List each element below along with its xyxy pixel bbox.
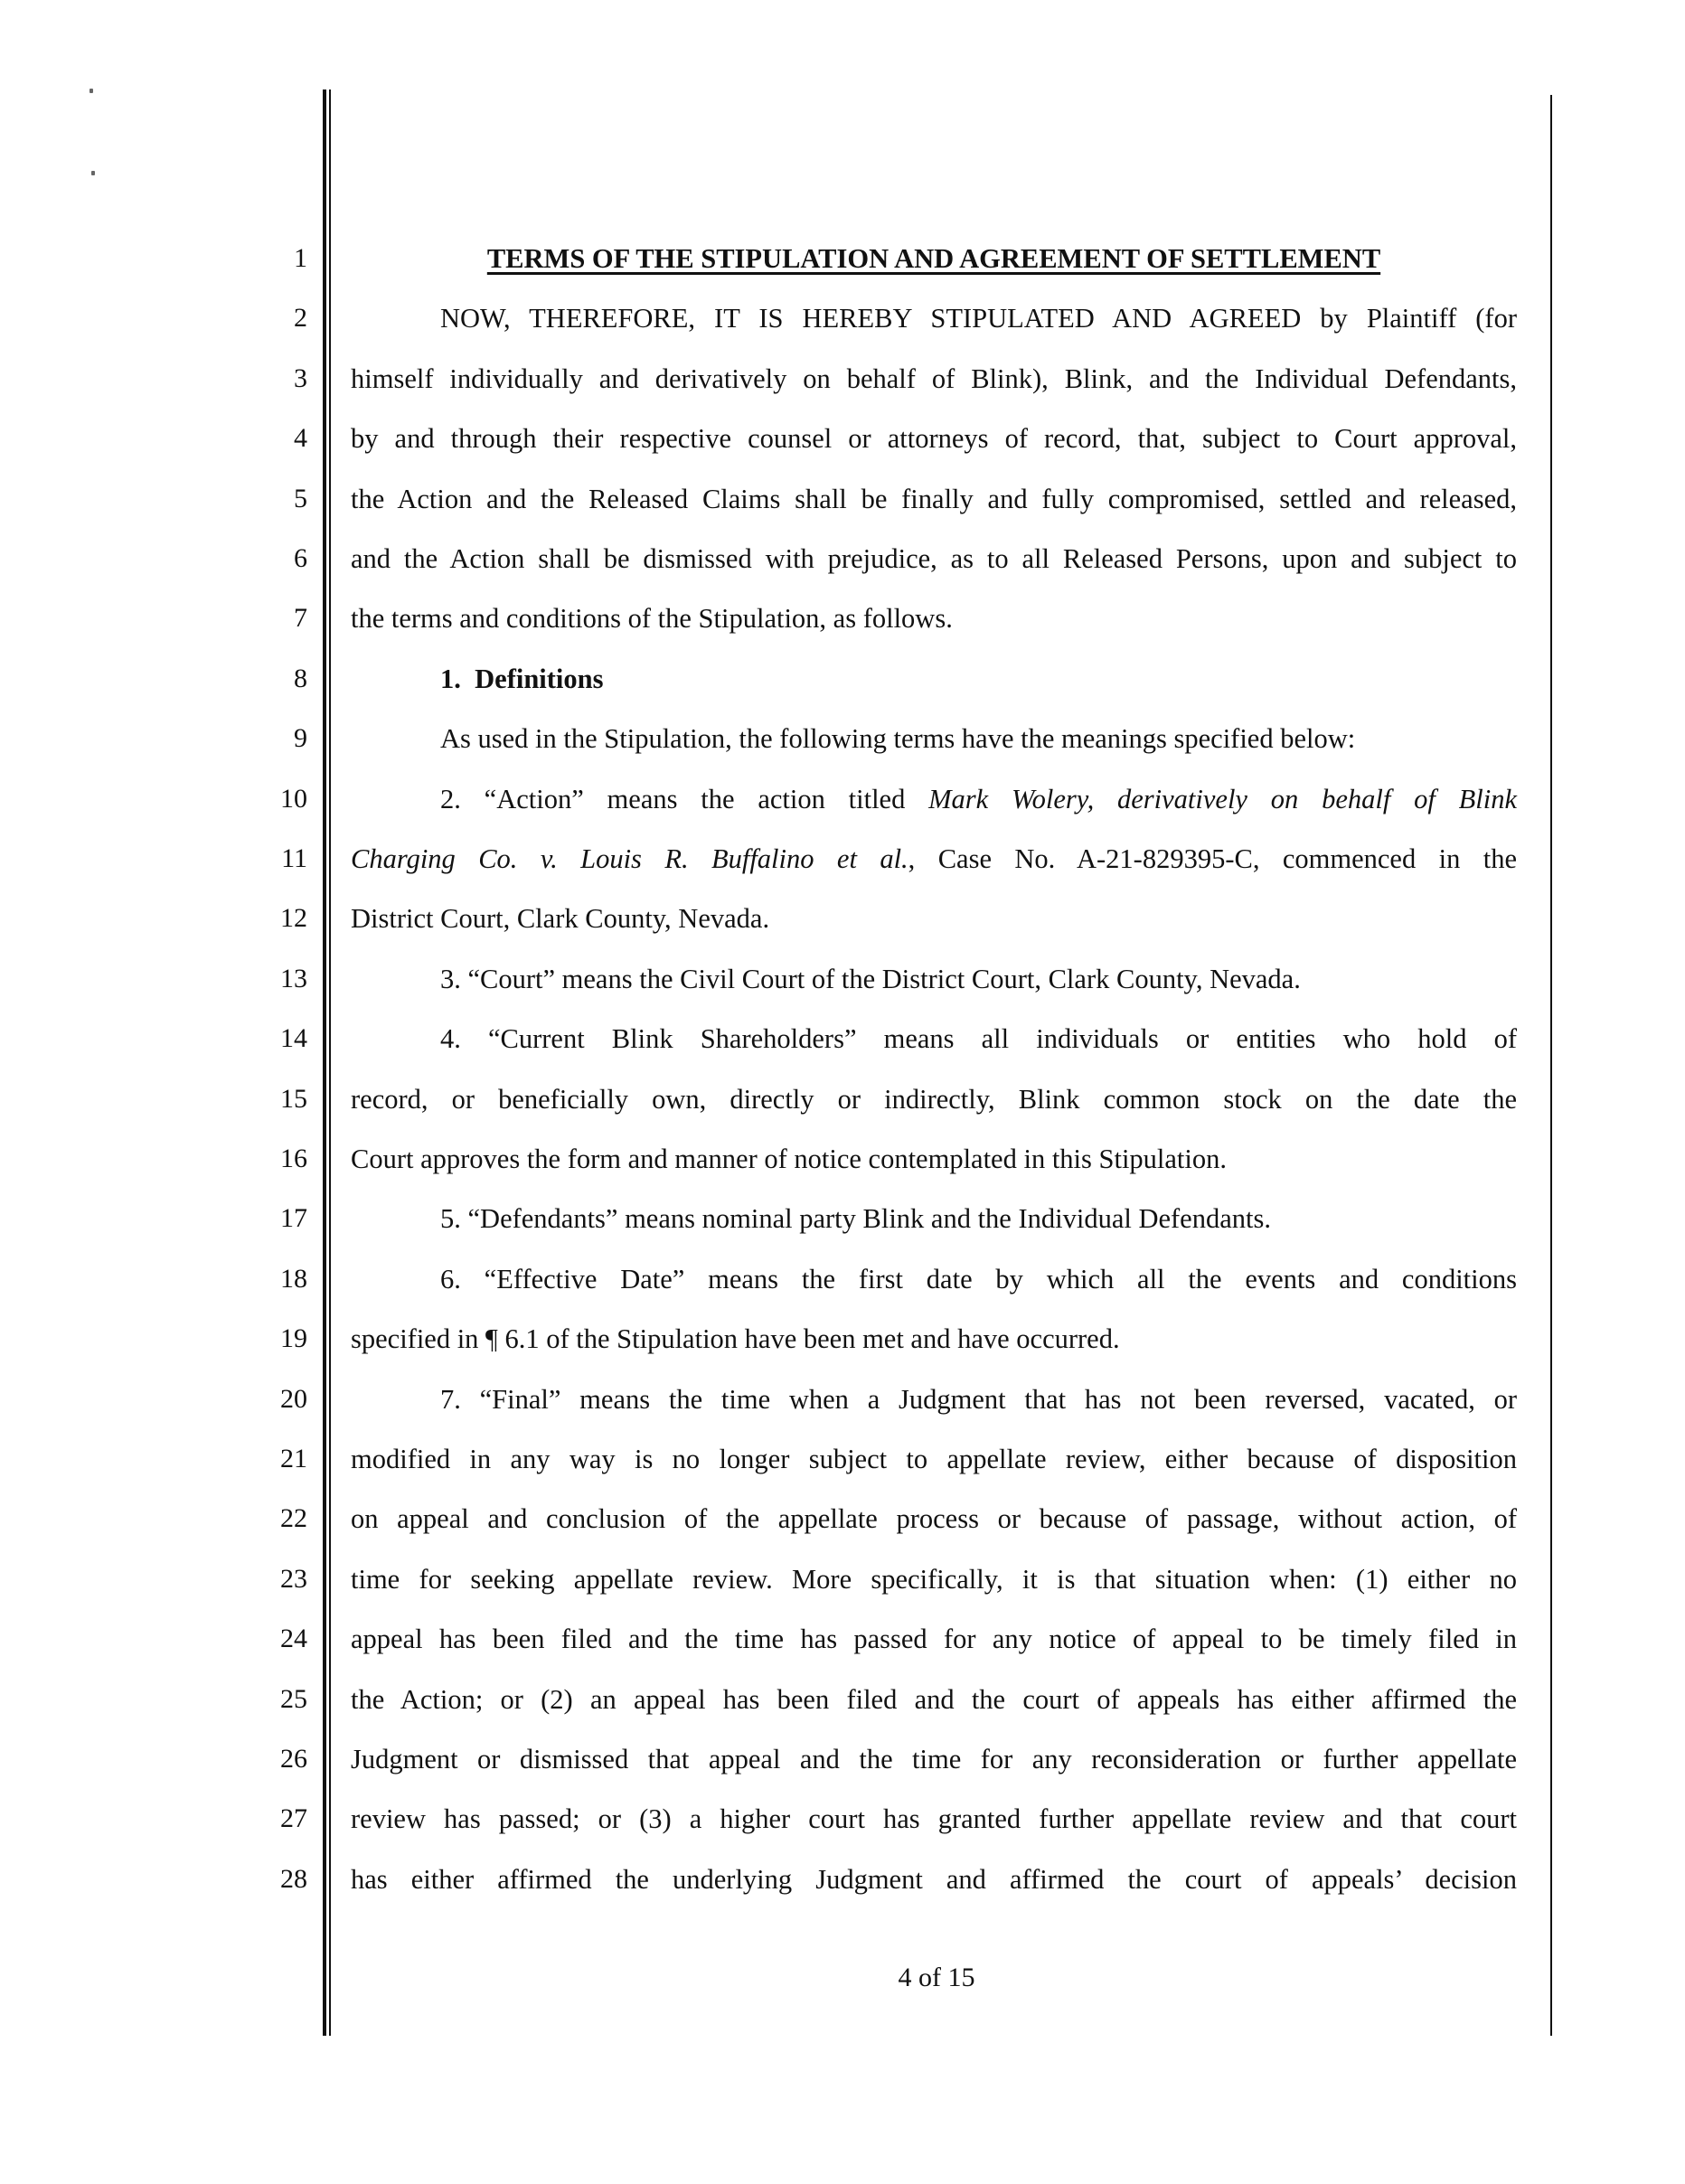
text-line: the Action and the Released Claims shall be finally and fully compromised, settled and released, xyxy=(351,484,1517,514)
line-number: 28 xyxy=(280,1864,307,1894)
heading-label: Definitions xyxy=(475,664,604,694)
scan-speck xyxy=(89,89,93,93)
text-line: record, or beneficially own, directly or indirectly, Blink common stock on the date the xyxy=(351,1084,1517,1115)
line-number: 14 xyxy=(280,1023,307,1053)
line-number: 22 xyxy=(280,1503,307,1533)
line-number: 20 xyxy=(280,1384,307,1414)
text-line: specified in ¶ 6.1 of the Stipulation have been met and have occurred. xyxy=(351,1323,1120,1354)
line-number: 19 xyxy=(280,1323,307,1353)
line-number: 7 xyxy=(294,603,307,633)
case-caption-italic: Mark Wolery, derivatively on behalf of Blink xyxy=(928,784,1517,814)
line-number: 4 xyxy=(294,423,307,453)
definition-court: 3. “Court” means the Civil Court of the District Court, Clark County, Nevada. xyxy=(440,964,1301,994)
line-number: 21 xyxy=(280,1444,307,1473)
scan-speck xyxy=(91,171,95,175)
text-line: District Court, Clark County, Nevada. xyxy=(351,903,770,934)
text-line: modified in any way is no longer subject to appellate review, either because of disposition xyxy=(351,1444,1517,1474)
text-line: time for seeking appellate review. More specifically, it is that situation when: (1) either no xyxy=(351,1564,1517,1595)
text-line: the terms and conditions of the Stipulation, as follows. xyxy=(351,603,953,634)
line-number: 18 xyxy=(280,1264,307,1294)
text-line xyxy=(351,829,1517,889)
line-number: 13 xyxy=(280,964,307,993)
left-margin-rule-outer xyxy=(323,89,326,2036)
line-number: 23 xyxy=(280,1564,307,1594)
text-line: and the Action shall be dismissed with prejudice, as to all Released Persons, upon and subject to xyxy=(351,543,1517,574)
case-caption-italic: Charging Co. v. Louis R. Buffalino et al. xyxy=(351,843,908,874)
line-number: 5 xyxy=(294,484,307,513)
line-number: 9 xyxy=(294,723,307,753)
text-line: review has passed; or (3) a higher court has granted further appellate review and that court xyxy=(351,1803,1517,1834)
text-span: , Case No. A-21-829395-C, commenced in the xyxy=(908,843,1517,874)
line-number: 3 xyxy=(294,363,307,393)
line-number: 8 xyxy=(294,664,307,693)
text-line: Court approves the form and manner of notice contemplated in this Stipulation. xyxy=(351,1144,1228,1174)
text-line: appeal has been filed and the time has passed for any notice of appeal to be timely filed in xyxy=(351,1624,1517,1654)
text-line: NOW, THEREFORE, IT IS HEREBY STIPULATED AND AGREED by Plaintiff (for xyxy=(440,303,1517,334)
line-number: 17 xyxy=(280,1203,307,1233)
section-title: TERMS OF THE STIPULATION AND AGREEMENT OF SETTLEMENT xyxy=(486,243,1381,274)
definition-current-shareholders: 4. “Current Blink Shareholders” means all individuals or entities who hold of xyxy=(440,1023,1517,1054)
line-number: 25 xyxy=(280,1684,307,1714)
right-margin-rule xyxy=(1550,95,1552,2036)
line-number: 15 xyxy=(280,1084,307,1114)
line-number: 12 xyxy=(280,903,307,933)
text-line: by and through their respective counsel or attorneys of record, that, subject to Court approval, xyxy=(351,423,1517,454)
line-number: 1 xyxy=(294,243,307,273)
text-line: has either affirmed the underlying Judgment and affirmed the court of appeals’ decision xyxy=(351,1864,1517,1895)
line-number: 2 xyxy=(294,303,307,333)
text-span: 2. “Action” means the action titled xyxy=(440,784,929,814)
page-number-footer: 4 of 15 xyxy=(898,1963,975,1992)
definition-final: 7. “Final” means the time when a Judgment that has not been reversed, vacated, or xyxy=(440,1384,1517,1415)
text-line: Judgment or dismissed that appeal and the time for any reconsideration or further appellate xyxy=(351,1744,1517,1774)
definition-effective-date: 6. “Effective Date” means the first date by which all the events and conditions xyxy=(440,1264,1517,1294)
line-number: 24 xyxy=(280,1624,307,1653)
text-line: As used in the Stipulation, the following terms have the meanings specified below: xyxy=(440,723,1356,754)
line-number: 6 xyxy=(294,543,307,573)
line-number: 10 xyxy=(280,784,307,814)
definitions-heading xyxy=(351,649,1517,709)
line-number: 16 xyxy=(280,1144,307,1173)
heading-number: 1. xyxy=(440,664,461,694)
line-number: 11 xyxy=(281,843,307,873)
left-margin-rule-inner xyxy=(329,89,331,2036)
definition-action xyxy=(351,769,1517,829)
line-number: 27 xyxy=(280,1803,307,1833)
text-line: on appeal and conclusion of the appellate process or because of passage, without action, of xyxy=(351,1503,1517,1534)
definition-defendants: 5. “Defendants” means nominal party Blink and the Individual Defendants. xyxy=(440,1203,1271,1234)
text-line: the Action; or (2) an appeal has been filed and the court of appeals has either affirmed the xyxy=(351,1684,1517,1715)
text-line: himself individually and derivatively on behalf of Blink), Blink, and the Individual Defendants, xyxy=(351,363,1517,394)
line-number: 26 xyxy=(280,1744,307,1774)
